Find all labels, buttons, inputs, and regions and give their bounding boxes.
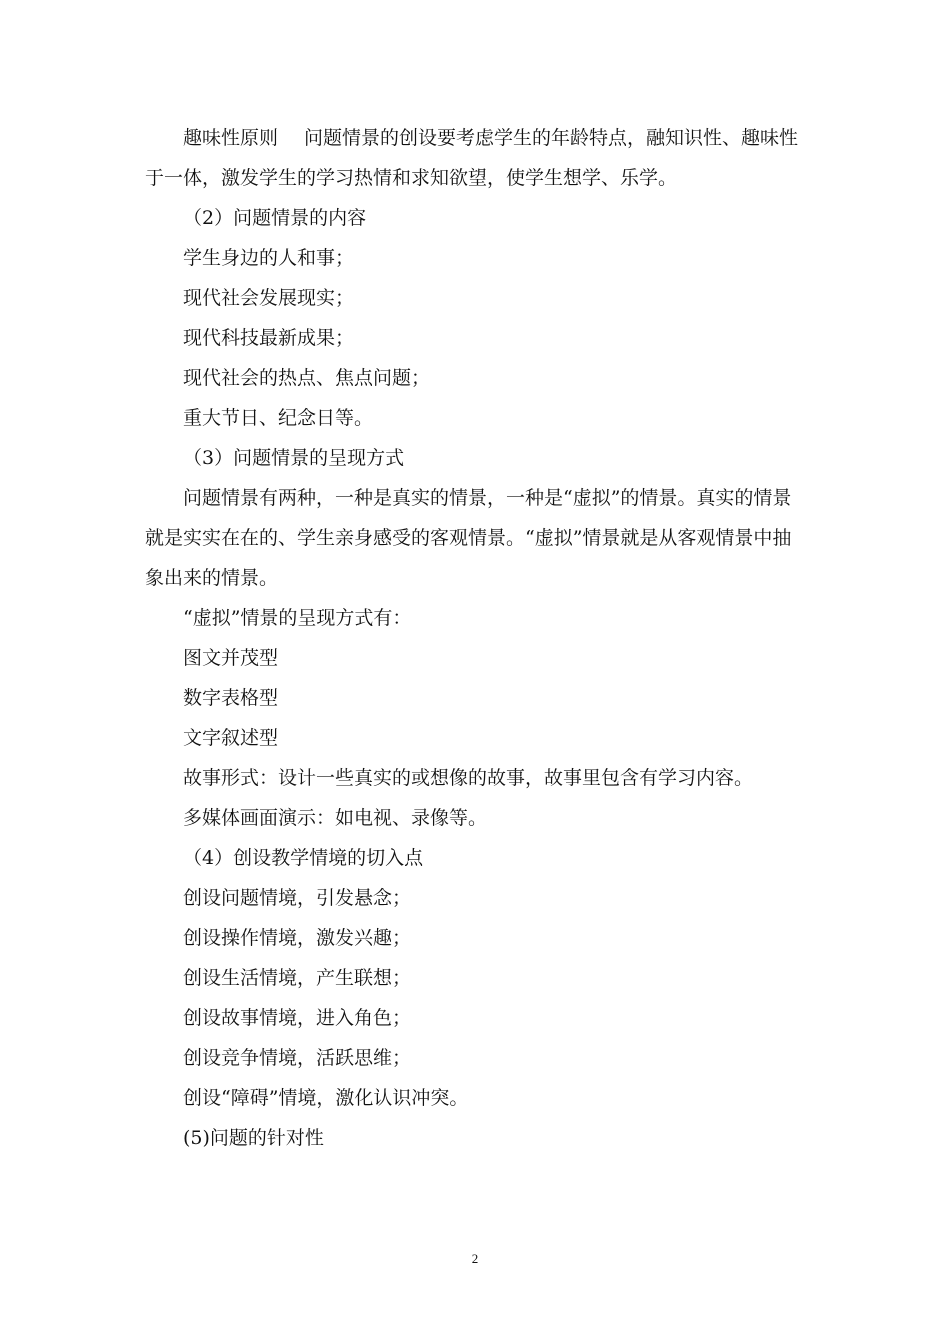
list-item: 创设竞争情境，活跃思维； <box>183 1047 412 1069</box>
list-item: 多媒体画面演示：如电视、录像等。 <box>183 807 488 829</box>
list-item: 创设故事情境，进入角色； <box>183 1007 412 1029</box>
list-item: 创设问题情境，引发悬念； <box>183 887 412 909</box>
page-number: 2 <box>471 1251 479 1266</box>
list-item: 现代社会的热点、焦点问题； <box>183 367 431 389</box>
paragraph-interest-principle-line2: 于一体，激发学生的学习热情和求知欲望，使学生想学、乐学。 <box>145 167 678 189</box>
section-3-subheading: “虚拟”情景的呈现方式有： <box>183 607 412 629</box>
section-3-title: （3）问题情景的呈现方式 <box>183 447 405 469</box>
list-item: 图文并茂型 <box>183 647 279 669</box>
principle-text: 问题情景的创设要考虑学生的年龄特点，融知识性、趣味性 <box>304 127 799 149</box>
list-item: 数字表格型 <box>183 687 279 709</box>
section-3-paragraph-line2: 就是实实在在的、学生亲身感受的客观情景。“虚拟”情景就是从客观情景中抽 <box>145 527 792 549</box>
list-item: 现代科技最新成果； <box>183 327 355 349</box>
list-item: 故事形式：设计一些真实的或想像的故事，故事里包含有学习内容。 <box>183 767 754 789</box>
section-5-title: (5)问题的针对性 <box>183 1127 324 1149</box>
list-item: 重大节日、纪念日等。 <box>183 407 374 429</box>
list-item: 现代社会发展现实； <box>183 287 355 309</box>
list-item: 创设“障碍”情境，激化认识冲突。 <box>183 1087 469 1109</box>
principle-heading: 趣味性原则 <box>183 127 279 149</box>
list-item: 创设操作情境，激发兴趣； <box>183 927 412 949</box>
section-4-title: （4）创设教学情境的切入点 <box>183 847 424 869</box>
list-item: 创设生活情境，产生联想； <box>183 967 412 989</box>
section-2-title: （2）问题情景的内容 <box>183 207 367 229</box>
section-3-paragraph-line1: 问题情景有两种，一种是真实的情景，一种是“虚拟”的情景。真实的情景 <box>183 487 792 509</box>
paragraph-interest-principle-line1 <box>183 127 810 149</box>
list-item: 学生身边的人和事； <box>183 247 355 269</box>
section-3-paragraph-line3: 象出来的情景。 <box>145 567 279 589</box>
list-item: 文字叙述型 <box>183 727 279 749</box>
